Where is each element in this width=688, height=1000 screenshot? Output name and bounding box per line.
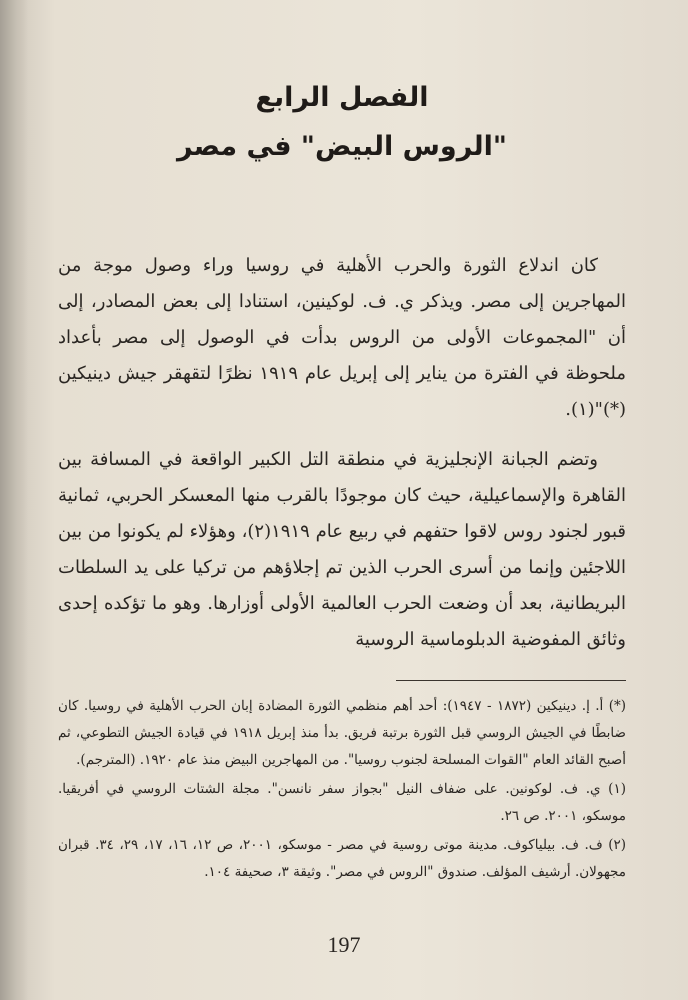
- footnote: (١) ي. ف. لوكونين. على ضفاف النيل "بجواز سفر نانسن". مجلة الشتات الروسي في أفريقيا. موسكو، ٢٠٠١. ص ٢٦.: [58, 781, 626, 824]
- paragraph: وتضم الجبانة الإنجليزية في منطقة التل الكبير الواقعة في المسافة بين القاهرة والإسماعيلية، حيث كان موجودًا بالقرب منها المعسكر الحربي، ثمانية قبور لجنود روس لاقوا حتفهم في ربيع عام ١٩١٩(٢)، وهؤلاء لم يكونوا من بين اللاجئين وإنما من أسرى الحرب الذين تم إجلاؤهم من تركيا على يد السلطات البريطانية، بعد أن وضعت الحرب العالمية الأولى أوزارها. وهو ما تؤكده إحدى وثائق المفوضية الدبلوماسية الروسية: [58, 449, 626, 650]
- book-spine-shadow: [0, 0, 28, 1000]
- page-number: 197: [327, 932, 361, 957]
- chapter-title: "الروس البيض" في مصر: [177, 131, 507, 162]
- chapter-number: الفصل الرابع: [255, 82, 429, 113]
- footnote: (*) أ. إ. دينيكين (١٨٧٢ - ١٩٤٧): أحد أهم منظمي الثورة المضادة إبان الحرب الأهلية في روسيا. كان ضابطًا في الجيش الروسي قبل الثورة برتبة فريق. بدأ منذ إبريل ١٩١٨ في قيادة الجيش التطوعي، ثم أصبح القائد العام "القوات المسلحة لجنوب روسيا". من المهاجرين البيض منذ عام ١٩٢٠. (المترجم).: [58, 698, 626, 768]
- footnote: (٢) ف. ف. بيلياكوف. مدينة موتى روسية في مصر - موسكو، ٢٠٠١، ص ١٢، ١٦، ١٧، ٢٩، ٣٤. قبران مجهولان. أرشيف المؤلف. صندوق "الروس في مصر". وثيقة ٣، صحيفة ١٠٤.: [58, 837, 627, 880]
- footnotes: [58, 693, 626, 886]
- paragraph: كان اندلاع الثورة والحرب الأهلية في روسيا وراء وصول موجة من المهاجرين إلى مصر. ويذكر ي. ف. لوكينين، استنادا إلى بعض المصادر، إلى أن "المجموعات الأولى من الروس بدأت في الوصول إلى مصر بأعداد ملحوظة في الفترة من يناير إلى إبريل عام ١٩١٩ نظرًا لتقهقر جيش دينيكين (*)"(١).: [58, 255, 626, 420]
- body-text: [58, 248, 626, 658]
- footnote-separator: [396, 680, 626, 681]
